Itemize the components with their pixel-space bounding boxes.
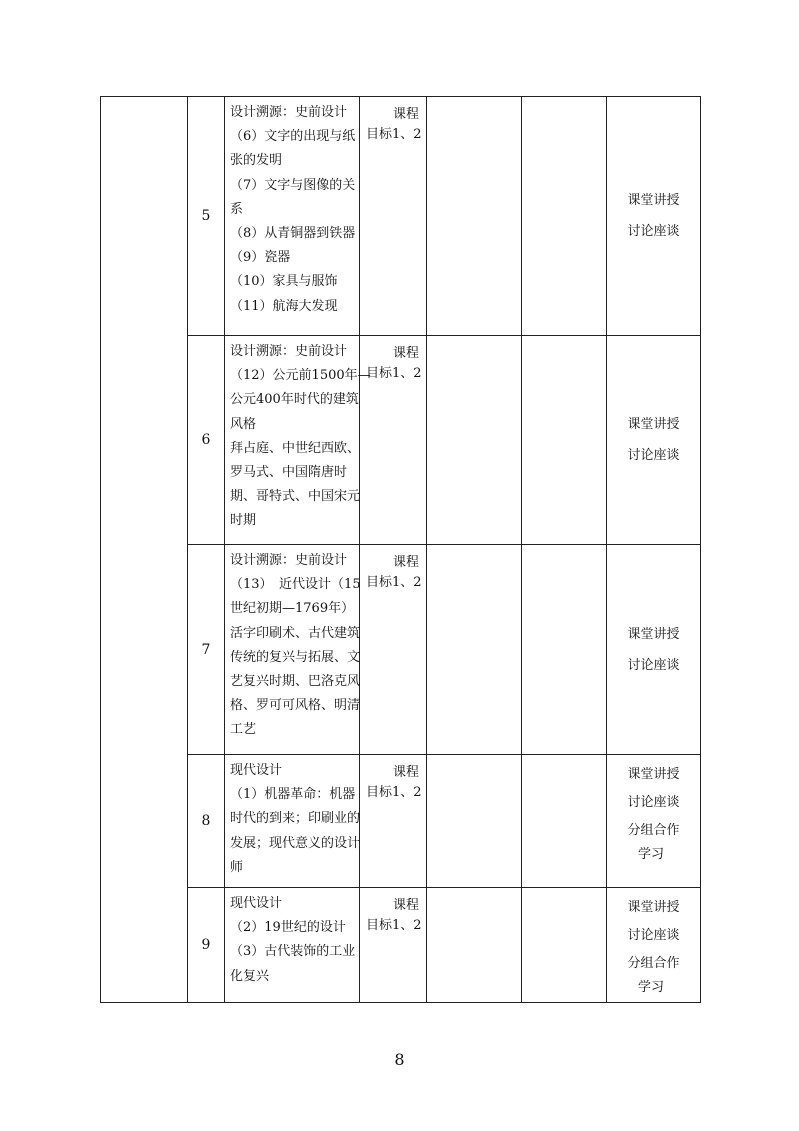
- content-line: 工艺: [230, 722, 257, 738]
- content-line: 化复兴: [230, 968, 270, 984]
- empty-cell: [427, 888, 522, 1003]
- content-cell: [225, 545, 360, 755]
- row-number: 6: [188, 336, 225, 545]
- content-line: 世纪初期—1769年）: [230, 601, 355, 617]
- merged-first-column-cell: [101, 97, 188, 1003]
- content-cell: [225, 97, 360, 336]
- row-number: 9: [188, 888, 225, 1003]
- method-line: 课堂讲授: [627, 193, 680, 208]
- empty-cell: [522, 336, 607, 545]
- content-line: （8）从青铜器到铁器: [230, 226, 356, 242]
- row-number: 8: [188, 755, 225, 888]
- goal-cell: [360, 97, 427, 336]
- empty-cell: [522, 888, 607, 1003]
- goal-line: 目标1、2: [366, 918, 422, 933]
- empty-cell: [427, 97, 522, 336]
- goal-line: 目标1、2: [366, 575, 422, 590]
- content-line: （10）家具与服饰: [230, 274, 338, 290]
- schedule-table: [100, 96, 701, 1003]
- content-line: 发展；现代意义的设计: [230, 835, 361, 851]
- goal-line: 目标1、2: [366, 785, 422, 800]
- content-cell: [225, 336, 371, 545]
- content-line: 现代设计: [230, 763, 283, 778]
- content-line: （13） 近代设计（15: [230, 577, 361, 593]
- content-line: 公元400年时代的建筑: [230, 392, 359, 408]
- method-cell: [607, 755, 701, 888]
- method-line: 课堂讲授: [627, 626, 680, 642]
- content-line: 现代设计: [230, 896, 283, 911]
- goal-line: 课程: [392, 898, 419, 913]
- empty-cell: [522, 545, 607, 755]
- content-line: 期、哥特式、中国宋元: [230, 489, 361, 505]
- empty-cell: [427, 545, 522, 755]
- empty-cell: [427, 336, 522, 545]
- content-line: （6）文字的出现与纸: [230, 129, 356, 145]
- method-cell: [607, 888, 701, 1003]
- method-line: 讨论座谈: [627, 928, 680, 943]
- empty-cell: [427, 755, 522, 888]
- table-row: [101, 97, 701, 336]
- content-line: 格、罗可可风格、明清: [230, 698, 361, 714]
- method-line: 分组合作: [627, 823, 680, 838]
- content-line: 时期: [230, 513, 257, 529]
- content-line: 活字印刷术、古代建筑: [230, 625, 361, 641]
- method-line: 讨论座谈: [627, 448, 680, 463]
- content-line: （12）公元前1500年—: [230, 368, 371, 384]
- empty-cell: [522, 755, 607, 888]
- table-row: [101, 888, 701, 1003]
- content-line: （3）古代装饰的工业: [230, 944, 356, 960]
- goal-line: 目标1、2: [366, 366, 422, 381]
- content-line: 师: [230, 859, 244, 875]
- goal-line: 目标1、2: [366, 127, 422, 142]
- content-cell: [225, 888, 360, 1003]
- method-line: 分组合作: [627, 956, 680, 971]
- method-cell: [607, 336, 701, 545]
- method-cell: [607, 97, 701, 336]
- empty-cell: [522, 97, 607, 336]
- goal-line: 课程: [392, 107, 419, 122]
- content-line: 罗马式、中国隋唐时: [230, 465, 348, 481]
- goal-line: 课程: [392, 765, 419, 780]
- content-line: （9）瓷器: [230, 250, 291, 266]
- method-line: 课堂讲授: [627, 900, 680, 915]
- content-line: 风格: [230, 416, 257, 432]
- table-row: [101, 545, 701, 755]
- method-line: 讨论座谈: [627, 795, 680, 810]
- content-line: 设计溯源：史前设计: [230, 553, 348, 568]
- method-line: 学习: [638, 847, 665, 862]
- goal-cell: [360, 755, 427, 888]
- content-line: 艺复兴时期、巴洛克风: [230, 674, 361, 690]
- page-number: 8: [394, 1050, 405, 1069]
- row-number: 5: [188, 97, 225, 336]
- goal-cell: [360, 545, 427, 755]
- content-line: 设计溯源：史前设计: [230, 344, 348, 359]
- content-line: （1）机器革命：机器: [230, 787, 356, 803]
- content-line: （7）文字与图像的关: [230, 177, 356, 193]
- content-line: （2）19世纪的设计: [230, 920, 346, 936]
- content-line: （11）航海大发现: [230, 298, 338, 314]
- method-cell: [607, 545, 701, 755]
- method-line: 学习: [638, 980, 665, 995]
- goal-line: 课程: [392, 346, 419, 361]
- row-number: 7: [188, 545, 225, 755]
- content-line: 拜占庭、中世纪西欧、: [230, 440, 361, 456]
- method-line: 讨论座谈: [627, 224, 680, 239]
- method-line: 课堂讲授: [627, 767, 680, 782]
- content-line: 设计溯源：史前设计: [230, 105, 348, 120]
- goal-line: 课程: [392, 555, 419, 570]
- content-cell: [225, 755, 360, 888]
- content-line: 时代的到来；印刷业的: [230, 811, 361, 827]
- goal-cell: [360, 336, 427, 545]
- method-line: 讨论座谈: [627, 657, 680, 673]
- content-line: 系: [230, 201, 244, 217]
- content-line: 张的发明: [230, 153, 283, 169]
- content-line: 传统的复兴与拓展、文: [230, 649, 361, 665]
- table-row: [101, 336, 701, 545]
- method-line: 课堂讲授: [627, 417, 680, 432]
- goal-cell: [360, 888, 427, 1003]
- table-row: [101, 755, 701, 888]
